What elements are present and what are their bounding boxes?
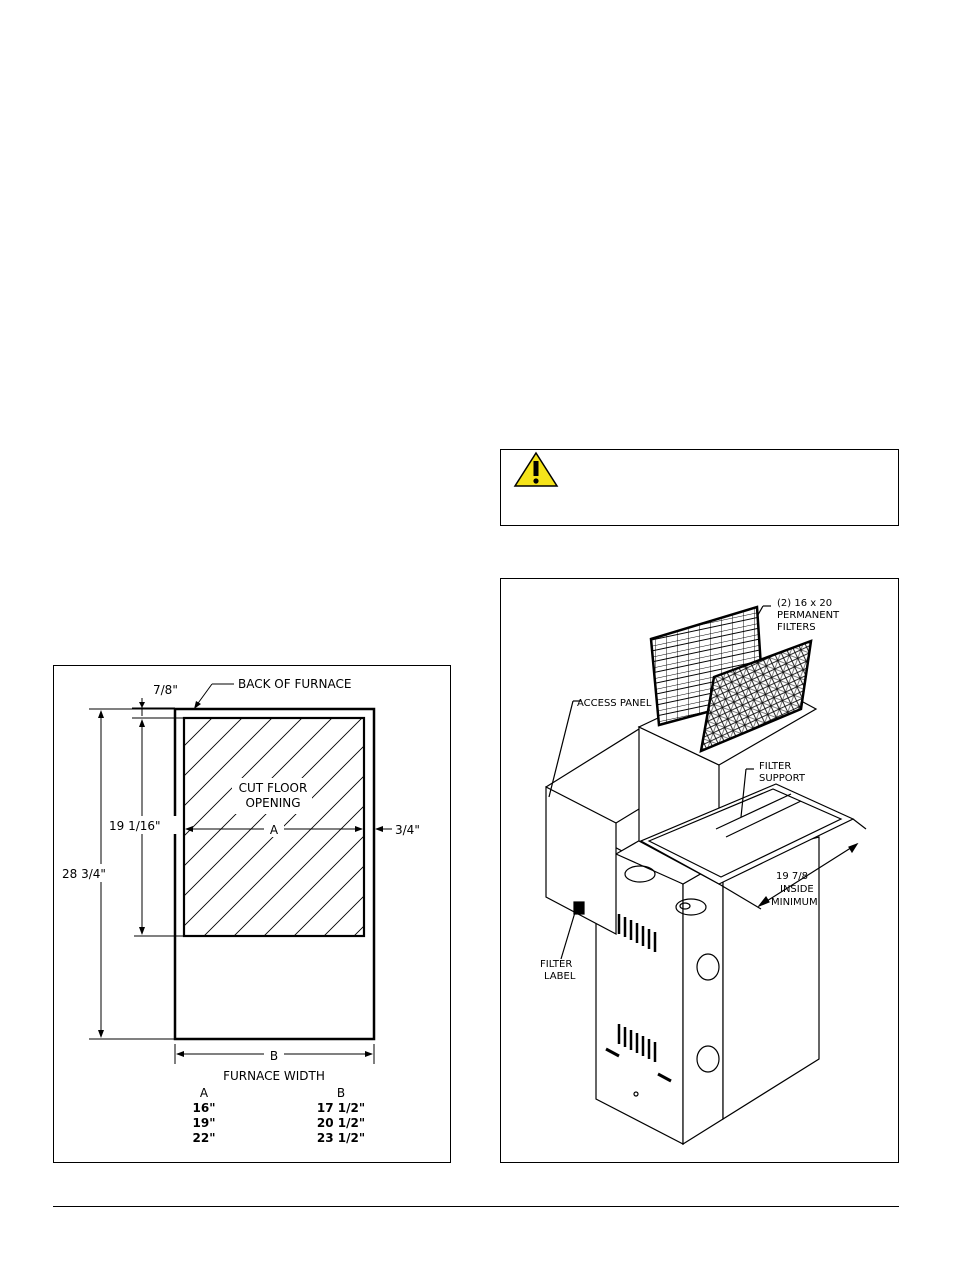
inside-minimum-label-2: INSIDE — [780, 884, 814, 895]
table-cell: 16" — [192, 1101, 216, 1115]
top-offset-label: 7/8" — [153, 683, 178, 697]
filter-support-label-1: FILTER — [759, 761, 792, 772]
caution-box — [500, 449, 899, 526]
access-panel-label: ACCESS PANEL — [577, 698, 652, 709]
floor-opening-figure — [53, 665, 451, 1163]
filter-support-label-2: SUPPORT — [759, 773, 805, 784]
table-cell: 20 1/2" — [316, 1116, 366, 1130]
back-of-furnace-label: BACK OF FURNACE — [238, 677, 352, 691]
filter-label-label-1: FILTER — [540, 959, 573, 970]
table-header-b: B — [336, 1086, 346, 1100]
footer-rule — [53, 1206, 899, 1207]
inside-minimum-label-3: MINIMUM — [771, 897, 818, 908]
overall-depth-label: 28 3/4" — [62, 867, 106, 881]
table-cell: 22" — [192, 1131, 216, 1145]
floor-opening-drawing — [54, 666, 452, 1164]
table-cell: 23 1/2" — [316, 1131, 366, 1145]
table-cell: 19" — [192, 1116, 216, 1130]
filter-drawing — [501, 579, 900, 1164]
filters-label-3: FILTERS — [777, 622, 816, 633]
filter-label-label-2: LABEL — [544, 971, 576, 982]
table-cell: 17 1/2" — [316, 1101, 366, 1115]
cut-floor-opening-label: CUT FLOOR — [238, 781, 308, 795]
table-header-a: A — [199, 1086, 209, 1100]
inside-minimum-label-1: 19 7/8 — [776, 871, 808, 882]
cut-floor-opening-label-2: OPENING — [245, 796, 301, 810]
filter-figure — [500, 578, 899, 1163]
filters-label-2: PERMANENT — [777, 610, 840, 621]
opening-depth-label: 19 1/16" — [109, 819, 161, 833]
furnace-width-label: FURNACE WIDTH — [223, 1069, 325, 1083]
furnace-outline — [175, 709, 374, 1039]
cabinet-side — [683, 861, 723, 1144]
width-b-label: B — [269, 1049, 279, 1063]
width-a-label: A — [269, 823, 279, 837]
filters-label-1: (2) 16 x 20 — [777, 598, 833, 609]
side-offset-label: 3/4" — [395, 823, 420, 837]
warning-triangle-icon — [511, 450, 561, 490]
